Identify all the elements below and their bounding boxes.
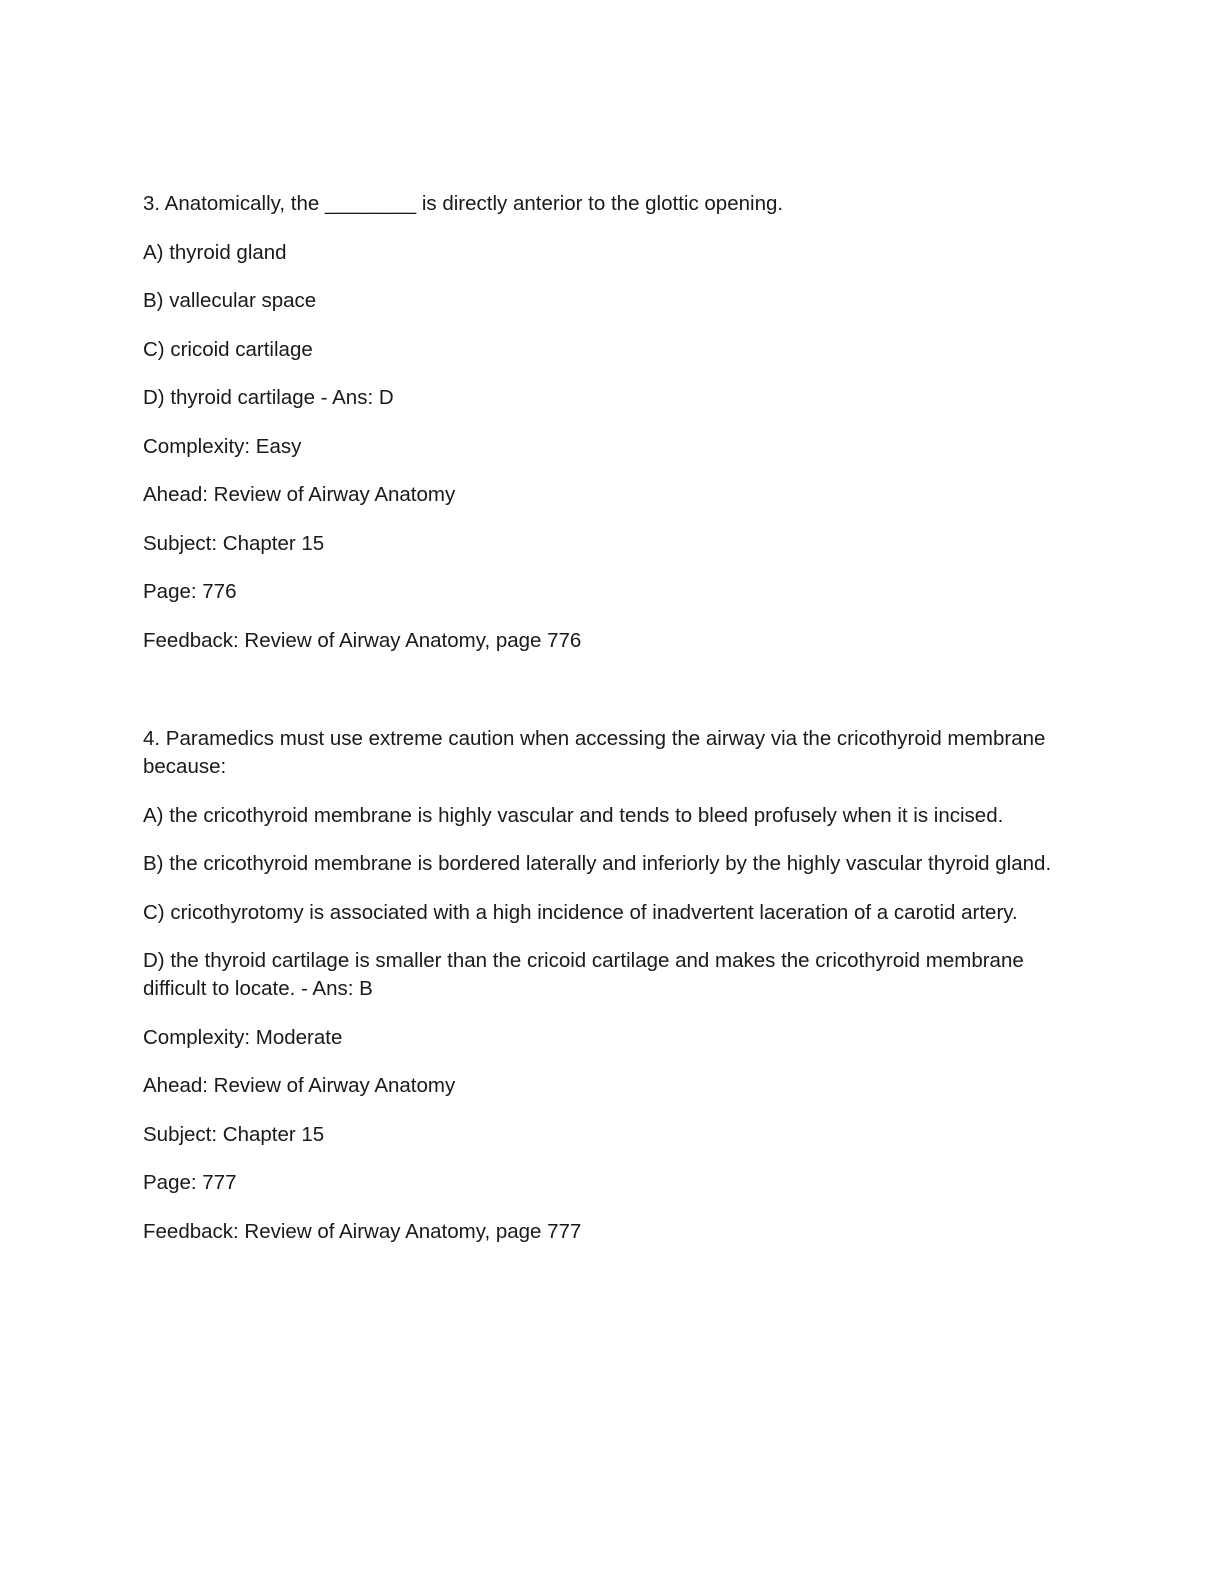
question-stem: 3. Anatomically, the ________ is directly anterior to the glottic opening. [143,192,784,215]
option-a: A) the cricothyroid membrane is highly vascular and tends to bleed profusely when it is incised. [143,803,1004,827]
feedback: Feedback: Review of Airway Anatomy, page 777 [143,1219,582,1243]
option-a: A) thyroid gland [143,240,287,264]
ahead: Ahead: Review of Airway Anatomy [143,1074,456,1097]
question-4 [143,725,1073,1266]
question-stem: 4. Paramedics must use extreme caution when accessing the airway via the cricothyroid membrane because: [143,727,1046,778]
page-ref: Page: 777 [143,1171,237,1194]
option-b: B) the cricothyroid membrane is bordered laterally and inferiorly by the highly vascular thyroid gland. [143,852,1052,875]
subject: Subject: Chapter 15 [143,531,325,555]
option-c: C) cricothyrotomy is associated with a high incidence of inadvertent laceration of a carotid artery. [143,900,1018,924]
subject: Subject: Chapter 15 [143,1122,325,1146]
feedback: Feedback: Review of Airway Anatomy, page 776 [143,628,582,652]
complexity: Complexity: Moderate [143,1025,343,1049]
option-d: D) thyroid cartilage - Ans: D [143,386,394,409]
option-b: B) vallecular space [143,289,317,312]
ahead: Ahead: Review of Airway Anatomy [143,483,456,506]
question-3 [143,190,1073,675]
option-d: D) the thyroid cartilage is smaller than the cricoid cartilage and makes the cricothyroid membrane difficult to locate. - Ans: B [143,949,1024,1000]
complexity: Complexity: Easy [143,434,302,458]
page-ref: Page: 776 [143,580,237,603]
option-c: C) cricoid cartilage [143,337,313,361]
